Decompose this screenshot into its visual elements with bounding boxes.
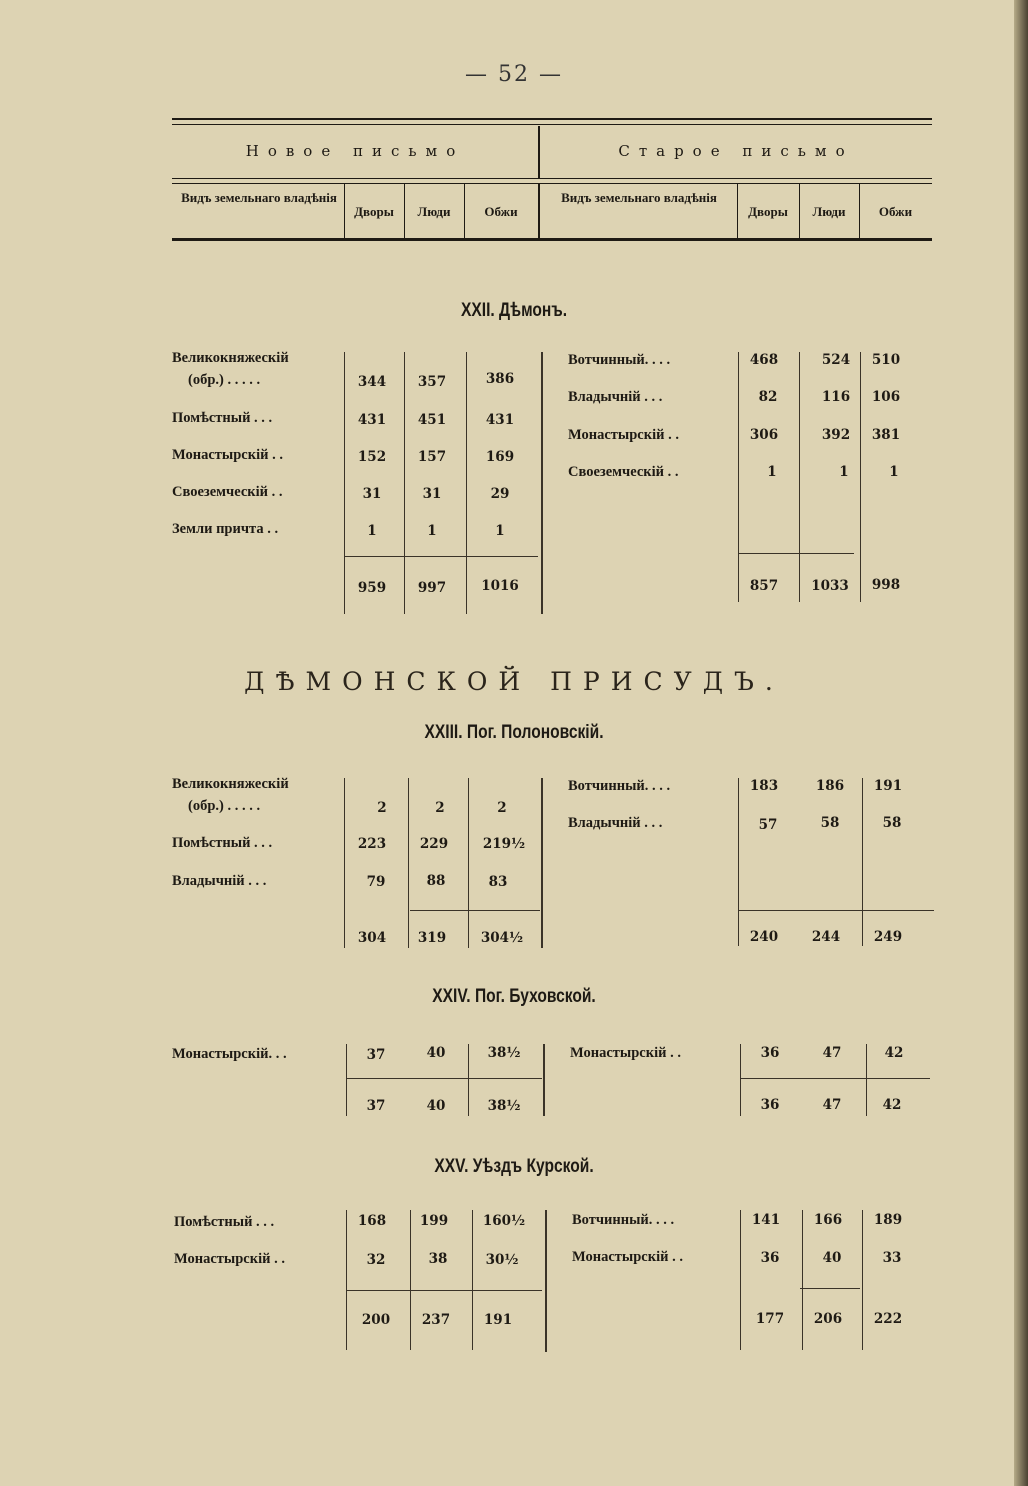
cell-obzhi: 431 [485,412,515,428]
cell-lyudi: 166 [813,1212,843,1228]
total-lyudi: 40 [426,1098,446,1114]
row-label: Владычній . . . [568,389,663,405]
row-label: (обр.) . . . . . [188,372,261,388]
table-header [172,118,932,244]
total-lyudi: 47 [822,1097,842,1113]
new-letter-heading: Новое письмо [245,142,465,160]
cell-obzhi: 83 [488,874,508,890]
cell-lyudi: 199 [419,1213,449,1229]
col-obzhi-new: Обжи [484,204,518,219]
cell-dvory: 183 [749,778,779,794]
row-label: Монастырскій . . [172,447,283,463]
cell-dvory: 223 [357,836,387,852]
cell-lyudi: 392 [821,427,851,443]
total-dvory: 177 [755,1311,785,1327]
cell-lyudi: 1 [427,523,437,539]
section-divider [541,352,543,614]
cell-dvory: 37 [366,1047,386,1063]
cell-obzhi: 42 [884,1045,904,1061]
total-obzhi: 304½ [480,930,524,946]
total-obzhi: 249 [873,929,903,945]
sum-rule [346,1290,542,1291]
header-rule-top-thin [172,124,932,125]
cell-lyudi: 451 [417,412,447,428]
total-obzhi: 42 [882,1097,902,1113]
cell-lyudi: 40 [426,1045,446,1061]
cell-dvory: 36 [760,1250,780,1266]
sum-rule [738,910,934,911]
cell-obzhi: 1 [495,523,505,539]
cell-obzhi: 219½ [482,836,526,852]
cell-obzhi: 2 [497,800,507,816]
cell-dvory: 431 [357,412,387,428]
cell-dvory: 79 [366,874,386,890]
row-label: Помѣстный . . . [174,1214,275,1230]
cell-obzhi: 1 [889,464,899,480]
cell-lyudi: 58 [820,815,840,831]
total-lyudi: 237 [421,1312,451,1328]
cell-obzhi: 191 [873,778,903,794]
section-title-24: XXIV. Пог. Буховской. [432,986,596,1007]
row-label: Помѣстный . . . [172,835,273,851]
total-dvory: 959 [357,580,387,596]
cell-dvory: 344 [357,374,387,390]
section-divider [543,1044,545,1116]
cell-lyudi: 524 [821,352,851,368]
cell-obzhi: 169 [485,449,515,465]
cell-dvory: 168 [357,1213,387,1229]
section-title-23: XXIII. Пог. Полоновскій. [424,722,604,743]
row-label: Великокняжескій [172,350,289,366]
total-obzhi: 998 [871,577,901,593]
header-rule-bottom [172,238,932,241]
header-rule-mid-2 [172,183,932,184]
row-label: Земли причта . . [172,521,279,537]
sum-rule [344,556,538,557]
cell-dvory: 36 [760,1045,780,1061]
header-rule-top [172,118,932,120]
row-label: Монастырскій . . [568,427,679,443]
row-label: Монастырскій . . [572,1249,683,1265]
cell-lyudi: 31 [422,486,442,502]
cell-lyudi: 357 [417,374,447,390]
total-obzhi: 222 [873,1311,903,1327]
cell-obzhi: 189 [873,1212,903,1228]
total-lyudi: 244 [811,929,841,945]
sum-rule [346,1078,542,1079]
col-lyudi-old: Люди [812,204,846,219]
row-label: Вотчинный. . . . [568,778,671,794]
cell-obzhi: 29 [490,486,510,502]
cell-dvory: 57 [758,817,778,833]
cell-lyudi: 40 [822,1250,842,1266]
header-divider-2 [538,184,540,238]
cell-lyudi: 186 [815,778,845,794]
section-divider [545,1210,547,1352]
row-label: Монастырскій . . [570,1045,681,1061]
col-dvory-new: Дворы [354,204,394,219]
total-dvory: 36 [760,1097,780,1113]
cell-lyudi: 116 [821,389,851,405]
col-dvory-old: Дворы [748,204,788,219]
sum-rule [800,1288,860,1289]
total-dvory: 304 [357,930,387,946]
cell-dvory: 1 [767,464,777,480]
section-title-25: XXV. Уѣздъ Курской. [434,1156,594,1177]
total-obzhi: 1016 [481,578,519,594]
row-label: Своеземческій . . [172,484,283,500]
cell-dvory: 32 [366,1252,386,1268]
cell-lyudi: 157 [417,449,447,465]
total-lyudi: 206 [813,1311,843,1327]
row-label: Своеземческій . . [568,464,679,480]
cell-obzhi: 106 [871,389,901,405]
cell-lyudi: 88 [426,873,446,889]
row-label: Владычній . . . [172,873,267,889]
region-title: ДѢМОНСКОЙ ПРИСУДЪ. [244,667,784,696]
cell-obzhi: 33 [882,1250,902,1266]
page-edge [1014,0,1028,1486]
total-obzhi: 191 [483,1312,513,1328]
cell-obzhi: 30½ [485,1252,519,1268]
total-dvory: 240 [749,929,779,945]
row-label: Монастырскій. . . [172,1046,287,1062]
cell-dvory: 306 [749,427,779,443]
old-letter-heading: Старое письмо [618,142,854,160]
cell-lyudi: 38 [428,1251,448,1267]
row-label: Великокняжескій [172,776,289,792]
cell-dvory: 141 [751,1212,781,1228]
cell-obzhi: 381 [871,427,901,443]
section-divider [541,778,543,948]
cell-obzhi: 38½ [487,1045,521,1061]
total-dvory: 857 [749,578,779,594]
row-label: (обр.) . . . . . [188,798,261,814]
cell-lyudi: 229 [419,836,449,852]
row-label: Вотчинный. . . . [572,1212,675,1228]
page-number: — 52 — [465,62,563,87]
total-dvory: 200 [361,1312,391,1328]
row-label: Помѣстный . . . [172,410,273,426]
cell-dvory: 152 [357,449,387,465]
col-kind-old: Видъ земельнаго владѣнія [561,190,717,205]
total-lyudi: 1033 [811,578,849,594]
row-label: Владычній . . . [568,815,663,831]
col-kind-new: Видъ земельнаго владѣнія [181,190,337,205]
cell-lyudi: 47 [822,1045,842,1061]
total-lyudi: 997 [417,580,447,596]
cell-obzhi: 510 [871,352,901,368]
col-lyudi-new: Люди [417,204,451,219]
sum-rule [410,910,540,911]
row-label: Вотчинный. . . . [568,352,671,368]
col-obzhi-old: Обжи [878,204,913,219]
cell-dvory: 1 [367,523,377,539]
sum-rule [738,553,854,554]
cell-dvory: 31 [362,486,382,502]
cell-lyudi: 1 [839,464,849,480]
cell-dvory: 2 [377,800,387,816]
cell-dvory: 468 [749,352,779,368]
row-label: Монастырскій . . [174,1251,285,1267]
cell-dvory: 82 [758,389,778,405]
cell-obzhi: 160½ [482,1213,526,1229]
cell-lyudi: 2 [435,800,445,816]
total-dvory: 37 [366,1098,386,1114]
total-obzhi: 38½ [487,1098,521,1114]
header-rule-mid [172,178,932,179]
sum-rule [740,1078,930,1079]
total-lyudi: 319 [417,930,447,946]
section-title-22: XXII. Дѣмонъ. [460,300,568,321]
cell-obzhi: 58 [882,815,902,831]
cell-obzhi: 386 [485,371,515,387]
